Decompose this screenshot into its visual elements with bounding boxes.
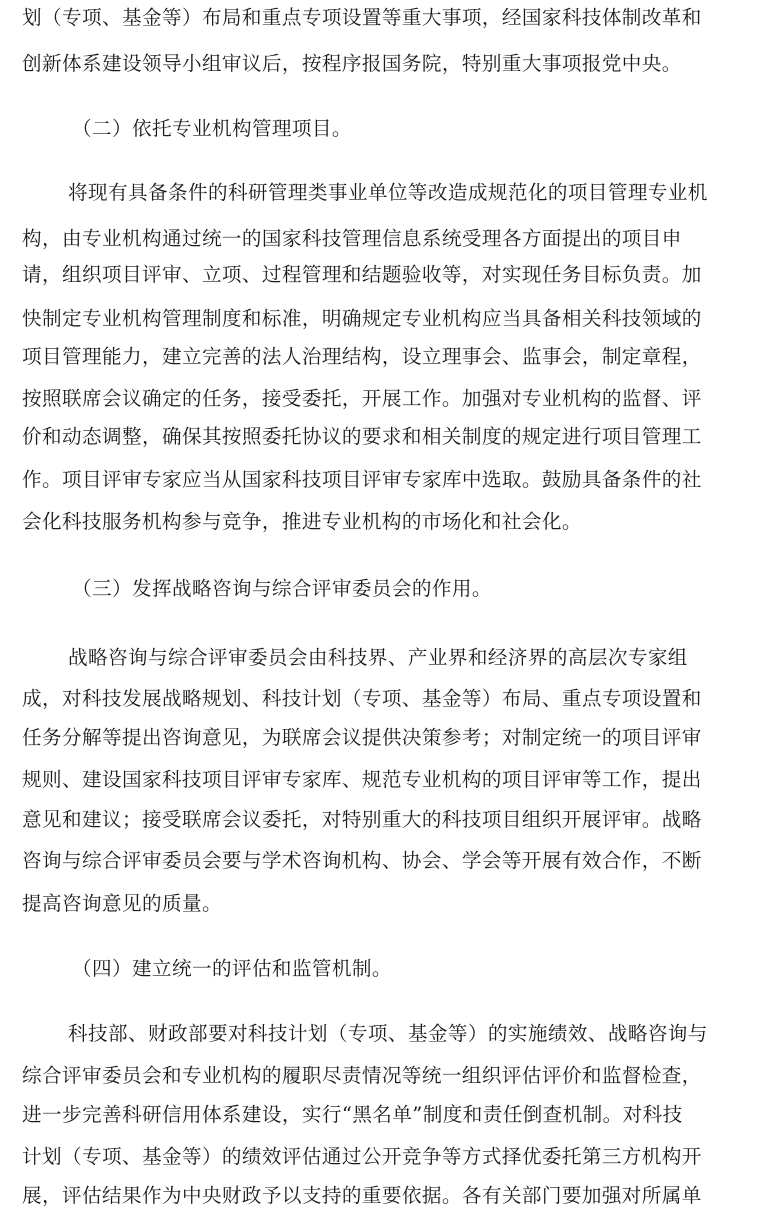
text-line: 按照联席会议确定的任务，接受委托，开展工作。加强对专业机构的监督、评 — [22, 387, 702, 410]
text-line: 构，由专业机构通过统一的国家科技管理信息系统受理各方面提出的项目申 — [22, 227, 682, 250]
text-line: 快制定专业机构管理制度和标准，明确规定专业机构应当具备相关科技领域的 — [22, 307, 702, 330]
text-line: 划（专项、基金等）布局和重点专项设置等重大事项，经国家科技体制改革和 — [22, 6, 702, 29]
text-line: 作。项目评审专家应当从国家科技项目评审专家库中选取。鼓励具备条件的社 — [22, 468, 702, 491]
text-line: 请，组织项目评审、立项、过程管理和结题验收等，对实现任务目标负责。加 — [22, 263, 702, 286]
section-heading: （四）建立统一的评估和监管机制。 — [72, 957, 392, 980]
text-line: 将现有具备条件的科研管理类事业单位等改造成规范化的项目管理专业机 — [68, 181, 708, 204]
text-line: 计划（专项、基金等）的绩效评估通过公开竞争等方式择优委托第三方机构开 — [22, 1145, 702, 1168]
text-line: 咨询与综合评审委员会要与学术咨询机构、协会、学会等开展有效合作，不断 — [22, 849, 702, 872]
text-line: 综合评审委员会和专业机构的履职尽责情况等统一组织评估评价和监督检查， — [22, 1064, 702, 1087]
section-heading: （三）发挥战略咨询与综合评审委员会的作用。 — [72, 577, 492, 600]
text-line: 意见和建议；接受联席会议委托，对特别重大的科技项目组织开展评审。战略 — [22, 808, 702, 831]
text-line: 提高咨询意见的质量。 — [22, 892, 222, 915]
text-line: 成，对科技发展战略规划、科技计划（专项、基金等）布局、重点专项设置和 — [22, 687, 702, 710]
text-line: 项目管理能力，建立完善的法人治理结构，设立理事会、监事会，制定章程， — [22, 345, 702, 368]
text-line: 进一步完善科研信用体系建设，实行“黑名单”制度和责任倒查机制。对科技 — [22, 1103, 683, 1126]
text-line: 创新体系建设领导小组审议后，按程序报国务院，特别重大事项报党中央。 — [22, 52, 682, 75]
text-line: 会化科技服务机构参与竞争，推进专业机构的市场化和社会化。 — [22, 510, 582, 533]
text-line: 科技部、财政部要对科技计划（专项、基金等）的实施绩效、战略咨询与 — [68, 1022, 708, 1045]
text-line: 战略咨询与综合评审委员会由科技界、产业界和经济界的高层次专家组 — [68, 646, 688, 669]
section-heading: （二）依托专业机构管理项目。 — [72, 117, 352, 140]
text-line: 展，评估结果作为中央财政予以支持的重要依据。各有关部门要加强对所属单 — [22, 1184, 702, 1207]
text-line: 规则、建设国家科技项目评审专家库、规范专业机构的项目评审等工作，提出 — [22, 768, 702, 791]
text-line: 价和动态调整，确保其按照委托协议的要求和相关制度的规定进行项目管理工 — [22, 425, 702, 448]
text-line: 任务分解等提出咨询意见，为联席会议提供决策参考；对制定统一的项目评审 — [22, 726, 702, 749]
